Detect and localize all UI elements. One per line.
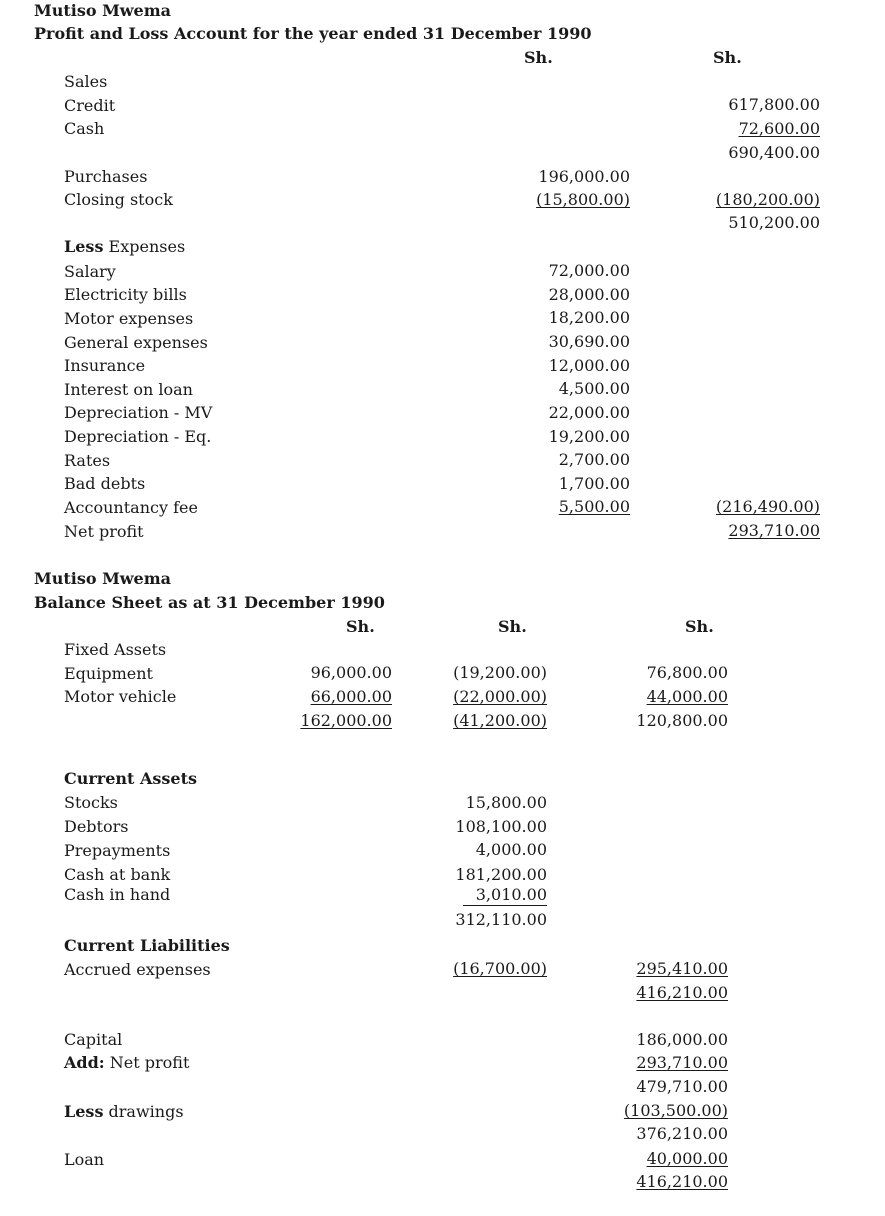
pl-col1-header: Sh. [524,48,553,67]
expense-label: Depreciation - Eq. [64,427,212,446]
capital-label: Capital [64,1030,123,1049]
total-expenses-value: (216,490.00) [715,497,820,516]
cash-sales-value: 72,600.00 [738,119,820,138]
pl-owner-name: Mutiso Mwema [34,1,172,20]
less-expenses-heading: Less Expenses [64,237,186,256]
expense-label: Salary [64,262,116,281]
current-asset-value: 108,100.00 [455,817,547,836]
accrued-expenses-label: Accrued expenses [64,960,211,979]
sales-label: Sales [64,72,108,91]
expense-label: Electricity bills [64,285,187,304]
expense-label: General expenses [64,333,208,352]
pl-title: Profit and Loss Account for the year ended 31 December 1990 [34,24,592,43]
bs-net-profit-value: 293,710.00 [636,1053,728,1072]
loan-label: Loan [64,1150,105,1169]
expense-value: 22,000.00 [548,403,630,422]
credit-label: Credit [64,96,116,115]
current-asset-label: Debtors [64,817,129,836]
current-assets-total-rule [463,905,547,906]
bs-col1-header: Sh. [346,617,375,636]
equipment-depreciation: (19,200.00) [453,663,547,682]
current-asset-value: 4,000.00 [475,840,547,859]
add-net-profit-label: Add: Net profit [64,1053,190,1072]
motor-vehicle-cost: 66,000.00 [310,687,392,706]
current-liabilities-heading: Current Liabilities [64,936,230,955]
expense-value: 72,000.00 [548,261,630,280]
bs-title: Balance Sheet as at 31 December 1990 [34,593,385,612]
loan-value: 40,000.00 [646,1149,728,1168]
closing-stock-label: Closing stock [64,190,173,209]
bs-owner-name: Mutiso Mwema [34,569,172,588]
expense-value: 18,200.00 [548,308,630,327]
fixed-assets-depreciation-total: (41,200.00) [453,711,547,730]
purchases-value: 196,000.00 [538,167,630,186]
gross-profit-value: 510,200.00 [728,213,820,232]
sales-total: 690,400.00 [728,143,820,162]
motor-vehicle-depreciation: (22,000.00) [453,687,547,706]
bs-col3-header: Sh. [685,617,714,636]
expense-label: Rates [64,451,111,470]
expense-label: Bad debts [64,474,146,493]
expense-value: 28,000.00 [548,285,630,304]
cash-label: Cash [64,119,105,138]
fixed-assets-heading: Fixed Assets [64,640,167,659]
pl-col2-header: Sh. [713,48,742,67]
closing-stock-value: (15,800.00) [536,190,630,209]
purchases-label: Purchases [64,167,148,186]
drawings-value: (103,500.00) [623,1101,728,1120]
fixed-assets-cost-total: 162,000.00 [300,711,392,730]
current-asset-value: 3,010.00 [475,885,547,904]
current-asset-value: 15,800.00 [465,793,547,812]
expense-label: Insurance [64,356,146,375]
expense-value: 1,700.00 [558,474,630,493]
expense-value: 2,700.00 [558,450,630,469]
net-profit-value: 293,710.00 [728,521,820,540]
expense-value: 19,200.00 [548,427,630,446]
accrued-expenses-value: (16,700.00) [453,959,547,978]
expense-value: 12,000.00 [548,356,630,375]
net-assets-total: 416,210.00 [636,983,728,1002]
current-asset-label: Stocks [64,793,118,812]
capital-value: 186,000.00 [636,1030,728,1049]
net-profit-label: Net profit [64,522,144,541]
expense-value: 5,500.00 [558,497,630,516]
expense-label: Interest on loan [64,380,193,399]
current-assets-heading: Current Assets [64,769,198,788]
cost-of-sales-value: (180,200.00) [715,190,820,209]
current-asset-label: Cash in hand [64,885,171,904]
equipment-cost: 96,000.00 [310,663,392,682]
less-drawings-label: Less drawings [64,1102,184,1121]
total-financing: 416,210.00 [636,1172,728,1191]
current-asset-value: 181,200.00 [455,865,547,884]
expense-value: 30,690.00 [548,332,630,351]
expense-label: Accountancy fee [64,498,198,517]
credit-sales-value: 617,800.00 [728,95,820,114]
capital-after-drawings: 376,210.00 [636,1124,728,1143]
equipment-net-book-value: 76,800.00 [646,663,728,682]
motor-vehicle-label: Motor vehicle [64,687,177,706]
equipment-label: Equipment [64,664,153,683]
expense-label: Motor expenses [64,309,194,328]
expense-value: 4,500.00 [558,379,630,398]
working-capital-value: 295,410.00 [636,959,728,978]
bs-col2-header: Sh. [498,617,527,636]
motor-vehicle-net-book-value: 44,000.00 [646,687,728,706]
current-asset-label: Prepayments [64,841,171,860]
fixed-assets-net-total: 120,800.00 [636,711,728,730]
expense-label: Depreciation - MV [64,403,213,422]
capital-subtotal: 479,710.00 [636,1077,728,1096]
current-asset-label: Cash at bank [64,865,171,884]
current-assets-total: 312,110.00 [455,910,547,929]
